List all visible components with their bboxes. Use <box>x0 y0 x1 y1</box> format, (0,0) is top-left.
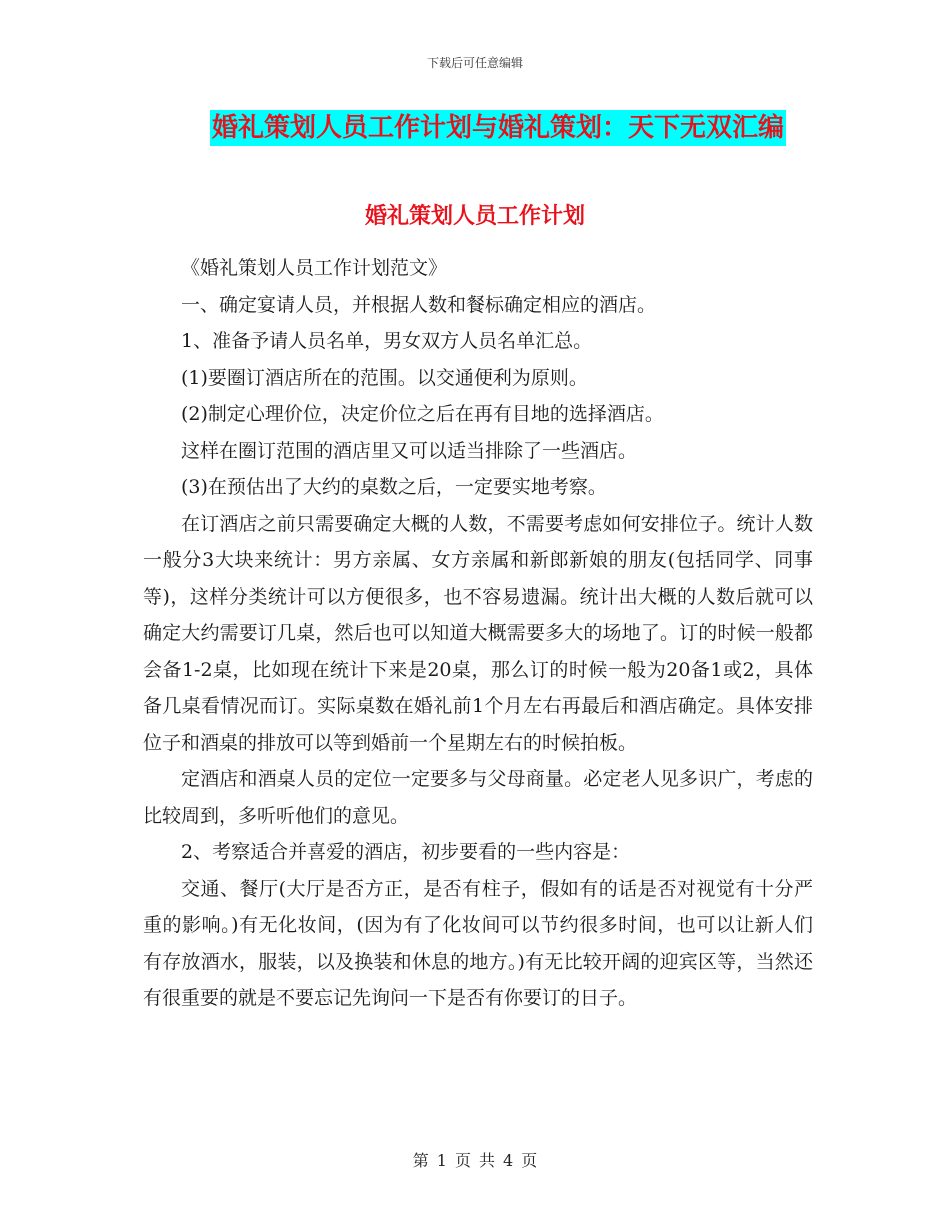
paragraph: (1)要圈订酒店所在的范围。以交通便利为原则。 <box>181 366 588 389</box>
current-page-number: 1 <box>436 1151 447 1170</box>
document-body <box>143 250 813 1017</box>
paragraph: 定酒店和酒桌人员的定位一定要多与父母商量。必定老人见多识广，考虑的比较周到，多听听他们的意见。 <box>143 768 813 827</box>
paragraph: (2)制定心理价位，决定价位之后在再有目地的选择酒店。 <box>181 403 664 425</box>
footer-total-prefix: 共 <box>479 1151 496 1170</box>
footer-prefix: 第 <box>412 1151 429 1170</box>
total-pages-number: 4 <box>503 1151 514 1170</box>
paragraph: 2、考察适合并喜爱的酒店，初步要看的一些内容是： <box>181 841 631 863</box>
main-title-container <box>0 110 950 146</box>
section-title: 婚礼策划人员工作计划 <box>364 204 585 229</box>
footer-page-word: 页 <box>454 1151 471 1170</box>
page-footer <box>0 1148 950 1171</box>
page-header-note: 下载后可任意编辑 <box>426 56 523 70</box>
footer-page-word-2: 页 <box>521 1151 538 1170</box>
paragraph: 在订酒店之前只需要确定大概的人数，不需要考虑如何安排位子。统计人数一般分3大块来统计：男方亲属、女方亲属和新郎新娘的朋友(包括同学、同事等)，这样分类统计可以方便很多，也不容易遗漏。统计出大概的人数后就可以确定大约需要订几桌，然后也可以知道大概需要多大的场地了。订的时候一般都会备1-2桌，比如现在统计下来是20桌，那么订的时候一般为20备1或2，具体备几桌看情况而订。实际桌数在婚礼前1个月左右再最后和酒店确定。具体安排位子和酒桌的排放可以等到婚前一个星期左右的时候拍板。 <box>143 512 813 754</box>
main-title: 婚礼策划人员工作计划与婚礼策划：天下无双汇编 <box>210 110 786 146</box>
paragraph: 《婚礼策划人员工作计划范文》 <box>181 257 448 279</box>
paragraph: (3)在预估出了大约的桌数之后，一定要实地考察。 <box>181 476 607 498</box>
paragraph: 1、准备予请人员名单，男女双方人员名单汇总。 <box>181 330 593 352</box>
paragraph: 一、确定宴请人员，并根据人数和餐标确定相应的酒店。 <box>181 293 657 316</box>
paragraph: 这样在圈订范围的酒店里又可以适当排除了一些酒店。 <box>181 439 638 462</box>
paragraph: 交通、餐厅(大厅是否方正，是否有柱子，假如有的话是否对视觉有十分严重的影响。)有无化妆间，(因为有了化妆间可以节约很多时间，也可以让新人们有存放酒水，服装，以及换装和休息的地方。)有无比较开阔的迎宾区等，当然还有很重要的就是不要忘记先询问一下是否有你要订的日子。 <box>143 877 813 1009</box>
